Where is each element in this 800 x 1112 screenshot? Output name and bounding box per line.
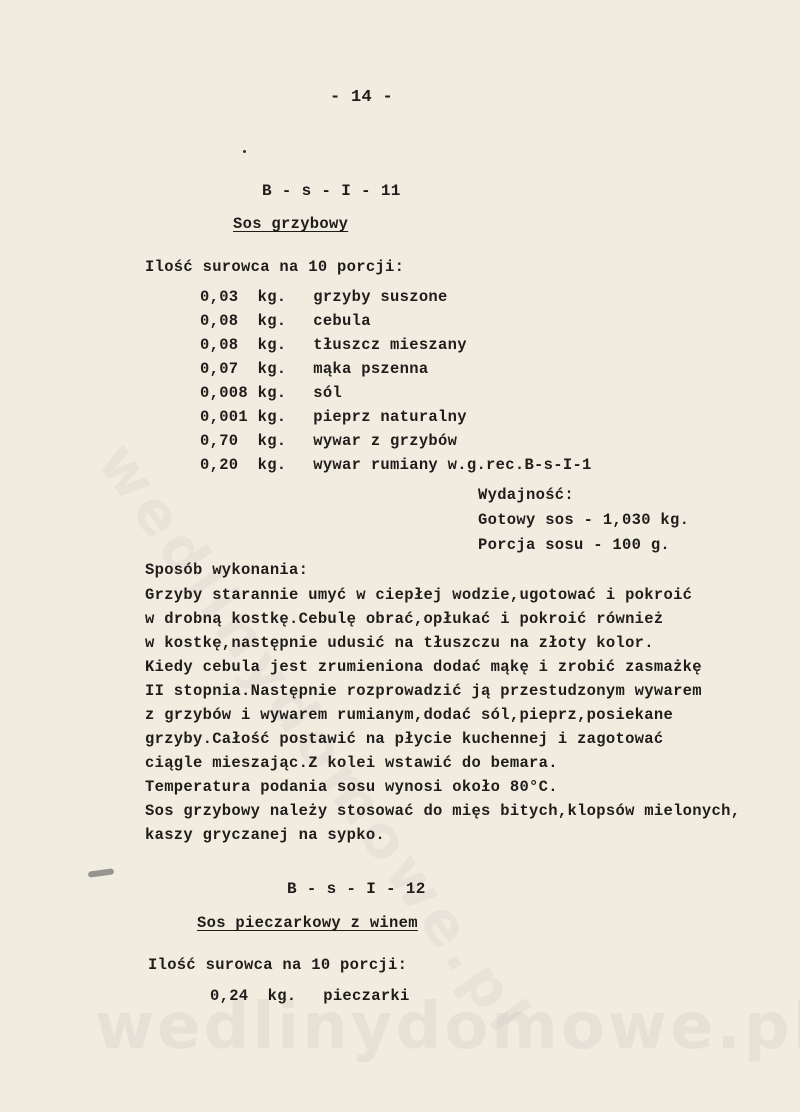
ingredient-unit: kg. bbox=[257, 384, 287, 402]
ingredient-unit: kg. bbox=[257, 456, 287, 474]
ingredient-qty: 0,24 bbox=[210, 987, 249, 1005]
ink-dot bbox=[243, 150, 246, 153]
yield-header: Wydajność: bbox=[478, 486, 575, 504]
ingredient-name: pieprz naturalny bbox=[313, 408, 467, 426]
ingredient-row bbox=[200, 456, 592, 474]
ingredient-unit: kg. bbox=[257, 336, 287, 354]
page-number: - 14 - bbox=[330, 88, 394, 107]
ingredient-name: tłuszcz mieszany bbox=[313, 336, 467, 354]
method-line: w kostkę,następnie udusić na tłuszczu na złoty kolor. bbox=[145, 634, 654, 652]
recipe-title: Sos pieczarkowy z winem bbox=[197, 914, 418, 932]
ingredient-unit: kg. bbox=[257, 312, 287, 330]
ingredient-unit: kg. bbox=[257, 288, 287, 306]
ingredient-qty: 0,20 bbox=[200, 456, 239, 474]
ingredient-row bbox=[200, 432, 457, 450]
ingredient-row bbox=[200, 336, 467, 354]
ingredient-qty: 0,08 bbox=[200, 312, 239, 330]
ingredient-name: grzyby suszone bbox=[313, 288, 448, 306]
ingredient-unit: kg. bbox=[267, 987, 297, 1005]
site-watermark bbox=[95, 990, 800, 1064]
ingredient-unit: kg. bbox=[257, 360, 287, 378]
ingredient-name: wywar rumiany w.g.rec.B-s-I-1 bbox=[313, 456, 592, 474]
ingredient-row bbox=[200, 312, 371, 330]
ingredient-row bbox=[200, 360, 428, 378]
method-line: Grzyby starannie umyć w ciepłej wodzie,ugotować i pokroić bbox=[145, 586, 693, 604]
ingredient-qty: 0,70 bbox=[200, 432, 239, 450]
ingredient-qty: 0,03 bbox=[200, 288, 239, 306]
ingredients-header: Ilość surowca na 10 porcji: bbox=[145, 258, 405, 276]
ingredient-unit: kg. bbox=[257, 432, 287, 450]
method-line: grzyby.Całość postawić na płycie kuchennej i zagotować bbox=[145, 730, 664, 748]
yield-line: Porcja sosu - 100 g. bbox=[478, 536, 671, 554]
method-header: Sposób wykonania: bbox=[145, 561, 309, 579]
method-line: II stopnia.Następnie rozprowadzić ją przestudzonym wywarem bbox=[145, 682, 702, 700]
method-line: kaszy gryczanej na sypko. bbox=[145, 826, 386, 844]
ingredient-unit: kg. bbox=[257, 408, 287, 426]
ingredient-row bbox=[200, 288, 448, 306]
ingredient-qty: 0,07 bbox=[200, 360, 239, 378]
ingredient-qty: 0,08 bbox=[200, 336, 239, 354]
method-line: w drobną kostkę.Cebulę obrać,opłukać i pokroić również bbox=[145, 610, 664, 628]
ingredient-row bbox=[200, 408, 467, 426]
ingredient-name: cebula bbox=[313, 312, 371, 330]
recipe-code: B - s - I - 11 bbox=[262, 182, 401, 200]
yield-line: Gotowy sos - 1,030 kg. bbox=[478, 511, 690, 529]
method-line: Temperatura podania sosu wynosi około 80°C. bbox=[145, 778, 558, 796]
ingredients-header: Ilość surowca na 10 porcji: bbox=[148, 956, 408, 974]
method-line: Sos grzybowy należy stosować do mięs bitych,klopsów mielonych, bbox=[145, 802, 741, 820]
ink-smudge bbox=[88, 868, 115, 878]
ingredient-qty: 0,001 bbox=[200, 408, 249, 426]
ingredient-name: mąka pszenna bbox=[313, 360, 429, 378]
ingredient-name: wywar z grzybów bbox=[313, 432, 458, 450]
ingredient-name: sól bbox=[313, 384, 343, 402]
recipe-code: B - s - I - 12 bbox=[287, 880, 426, 898]
method-line: ciągle mieszając.Z kolei wstawić do bemara. bbox=[145, 754, 558, 772]
recipe-title: Sos grzybowy bbox=[233, 215, 349, 233]
ingredient-qty: 0,008 bbox=[200, 384, 249, 402]
method-line: z grzybów i wywarem rumianym,dodać sól,pieprz,posiekane bbox=[145, 706, 674, 724]
ingredient-name: pieczarki bbox=[323, 987, 410, 1005]
method-line: Kiedy cebula jest zrumieniona dodać mąkę i zrobić zasmażkę bbox=[145, 658, 702, 676]
ingredient-row bbox=[200, 384, 342, 402]
